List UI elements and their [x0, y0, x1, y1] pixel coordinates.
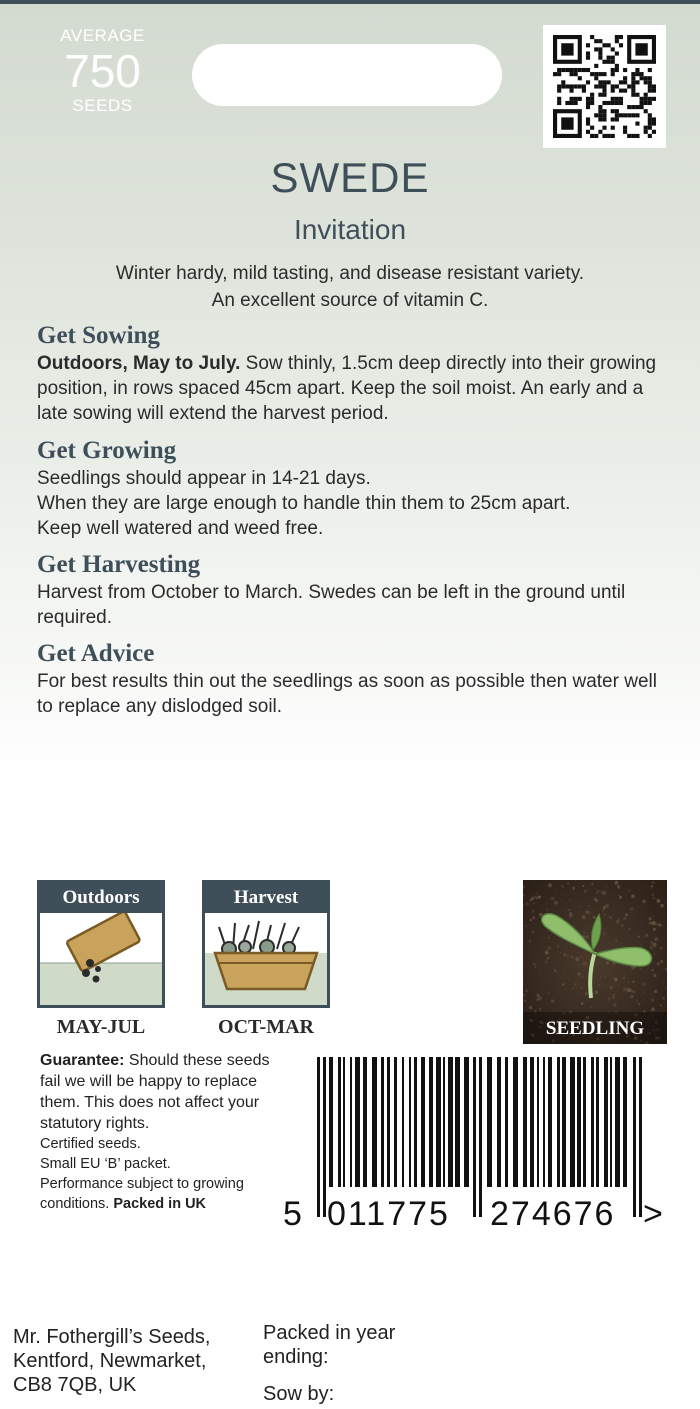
product-title: SWEDE	[270, 154, 430, 201]
sowing-lead: Outdoors, May to July.	[37, 353, 241, 374]
description-line: An excellent source of vitamin C.	[211, 290, 489, 311]
seed-count-number: 750	[64, 45, 141, 97]
qr-code	[543, 25, 666, 148]
barcode-left-digits: 011775	[327, 1195, 450, 1233]
guarantee-block	[40, 1050, 285, 1214]
product-description	[0, 260, 700, 314]
packed-in-year	[263, 1321, 395, 1369]
sow-by: Sow by:	[263, 1383, 335, 1405]
certified-text: Certified seeds.	[40, 1136, 141, 1152]
barcode-icon	[283, 1053, 668, 1233]
growing-line: Keep well watered and weed free.	[37, 518, 324, 539]
section-heading: Get Growing	[37, 437, 177, 464]
sowing-text: Sow thinly, 1.5cm deep directly into their growing position, in rows spaced 45cm apart. Keep the soil moist. An early and a late sowing will extend the harvest period.	[37, 353, 657, 424]
harvest-basket-icon	[205, 913, 327, 1005]
seed-count-bottom: SEEDS	[72, 96, 133, 115]
barcode-first-digit: 5	[283, 1195, 302, 1233]
address-line: Kentford, Newmarket,	[13, 1350, 207, 1372]
barcode-right-digits: 274676	[490, 1195, 616, 1233]
seedling-photo	[523, 880, 667, 1044]
address-line: CB8 7QB, UK	[13, 1374, 137, 1396]
section-sowing	[37, 321, 677, 426]
packed-line: Packed in year	[263, 1322, 396, 1344]
seed-count-badge	[40, 26, 165, 116]
outdoors-header: Outdoors	[40, 883, 162, 913]
barcode-end-mark: >	[643, 1195, 663, 1233]
section-harvesting	[37, 550, 677, 630]
section-text: Harvest from October to March. Swedes can be left in the ground until required.	[37, 582, 626, 628]
guarantee-label: Guarantee:	[40, 1052, 125, 1069]
description-line: Winter hardy, mild tasting, and disease resistant variety.	[115, 263, 585, 284]
growing-line: Seedlings should appear in 14-21 days.	[37, 468, 371, 489]
section-growing	[37, 436, 677, 541]
packet-size-text: Small EU ‘B’ packet.	[40, 1156, 171, 1172]
section-heading: Get Sowing	[37, 322, 160, 349]
harvest-tile	[202, 880, 330, 1008]
growing-line: When they are large enough to handle thin them to 25cm apart.	[37, 493, 571, 514]
product-variety: Invitation	[293, 214, 407, 245]
barcode	[283, 1053, 668, 1233]
harvest-header: Harvest	[205, 883, 327, 913]
outdoors-label: MAY-JUL	[56, 1016, 146, 1038]
guarantee-body: Should these seeds fail we will be happy to replace them. This does not affect your statutory rights.	[40, 1052, 270, 1132]
seed-packet-icon	[40, 913, 162, 1005]
section-text	[37, 351, 677, 426]
harvest-label: OCT-MAR	[218, 1016, 314, 1038]
label-blank	[192, 44, 502, 106]
section-heading: Get Advice	[37, 640, 155, 667]
outdoors-tile	[37, 880, 165, 1008]
seed-count-top: AVERAGE	[60, 26, 145, 45]
seedling-caption: SEEDLING	[545, 1018, 645, 1039]
company-address	[13, 1325, 211, 1397]
address-line: Mr. Fothergill’s Seeds,	[13, 1326, 211, 1348]
packed-line: ending:	[263, 1346, 329, 1368]
guarantee-text	[40, 1050, 285, 1134]
qr-code-icon	[553, 35, 656, 138]
section-text: For best results thin out the seedlings as soon as possible then water well to replace any dislodged soil.	[37, 671, 657, 717]
section-heading: Get Harvesting	[37, 551, 201, 578]
performance-body: Performance subject to growing conditions.	[40, 1176, 244, 1212]
packed-in-text: Packed in UK	[109, 1196, 207, 1212]
performance-text	[40, 1174, 285, 1214]
section-advice	[37, 639, 677, 719]
